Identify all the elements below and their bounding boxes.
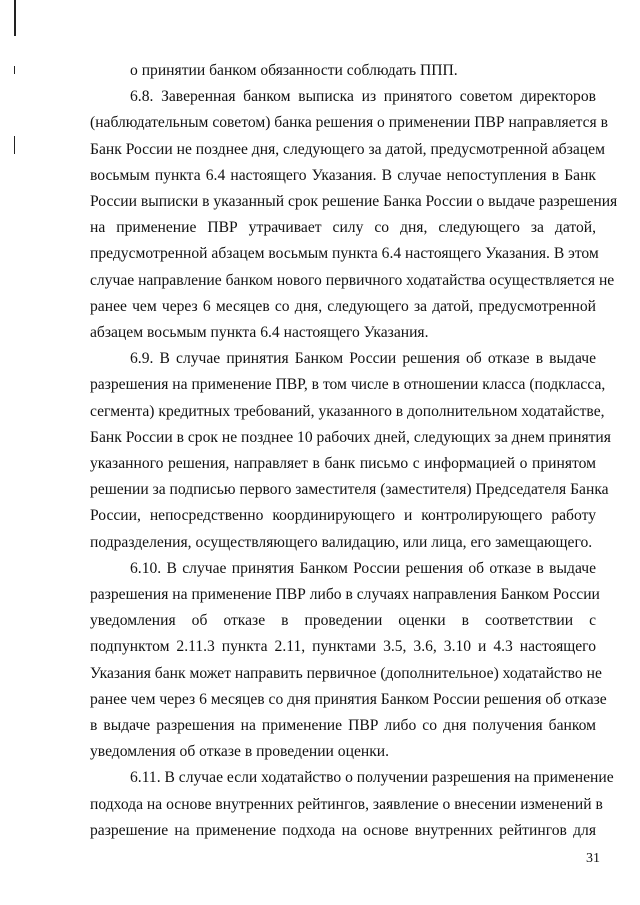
scan-edge-mark — [14, 66, 15, 74]
text-line: подпунктом 2.11.3 пункта 2.11, пунктами 3.5, 3.6, 3.10 и 4.3 настоящего — [90, 638, 596, 656]
text-line: Банк России в срок не позднее 10 рабочих дней, следующих за днем принятия — [90, 428, 611, 446]
text-line: о принятии банком обязанности соблюдать ППП. — [130, 62, 458, 79]
text-line: подразделения, осуществляющего валидацию, или лица, его замещающего. — [90, 533, 593, 551]
text-line: разрешение на применение подхода на основе внутренних рейтингов для — [90, 821, 596, 839]
text-line: 6.9. В случае принятия Банком России решения об отказе в выдаче — [130, 350, 596, 368]
text-line: Банк России не позднее дня, следующего за датой, предусмотренной абзацем — [90, 140, 605, 158]
text-line: ранее чем через 6 месяцев со дня, следующего за датой, предусмотренной — [90, 297, 596, 315]
paragraph-continuation — [90, 58, 596, 84]
paragraph-6-8 — [90, 84, 618, 346]
scan-edge-mark — [14, 136, 15, 154]
text-line: случае направление банком нового первичного ходатайства осуществляется не — [90, 271, 615, 289]
paragraph-6-9 — [90, 346, 611, 556]
body-text — [90, 58, 618, 844]
text-line: сегмента) кредитных требований, указанного в дополнительном ходатайстве, — [90, 402, 605, 420]
text-line: на применение ПВР утрачивает силу со дня, следующего за датой, — [90, 219, 596, 237]
text-line: (наблюдательным советом) банка решения о применении ПВР направляется в — [90, 114, 608, 132]
text-line: предусмотренной абзацем восьмым пункта 6.4 настоящего Указания. В этом — [90, 245, 599, 263]
scan-edge-mark — [14, 0, 16, 36]
text-line: абзацем восьмым пункта 6.4 настоящего Указания. — [90, 324, 429, 342]
text-line: России, непосредственно координирующего и контролирующего работу — [90, 507, 596, 525]
text-line: ранее чем через 6 месяцев со дня принятия Банком России решения об отказе — [90, 690, 607, 708]
text-line: подхода на основе внутренних рейтингов, заявление о внесении изменений в — [90, 795, 603, 813]
paragraph-6-11 — [90, 765, 614, 844]
text-line: восьмым пункта 6.4 настоящего Указания. В случае непоступления в Банк — [90, 166, 596, 184]
text-line: указанного решения, направляет в банк письмо с информацией о принятом — [90, 455, 596, 473]
text-line: Указания банк может направить первичное (дополнительное) ходатайство не — [90, 664, 602, 682]
text-line: 6.11. В случае если ходатайство о получении разрешения на применение — [130, 769, 614, 787]
text-line: 6.8. Заверенная банком выписка из принятого советом директоров — [130, 88, 596, 106]
text-line: разрешения на применение ПВР либо в случаях направления Банком России — [90, 586, 600, 604]
text-line: уведомления об отказе в проведении оценки. — [90, 743, 390, 761]
paragraph-6-10 — [90, 556, 607, 766]
text-line: решении за подписью первого заместителя (заместителя) Председателя Банка — [90, 481, 609, 499]
page-number: 31 — [586, 851, 600, 866]
text-line: 6.10. В случае принятия Банком России решения об отказе в выдаче — [130, 559, 596, 577]
text-line: уведомления об отказе в проведении оценки в соответствии с — [90, 612, 596, 630]
text-line: в выдаче разрешения на применение ПВР либо со дня получения банком — [90, 717, 596, 735]
text-line: разрешения на применение ПВР, в том числе в отношении класса (подкласса, — [90, 376, 606, 394]
text-line: России выписки в указанный срок решение Банка России о выдаче разрешения — [90, 193, 618, 211]
